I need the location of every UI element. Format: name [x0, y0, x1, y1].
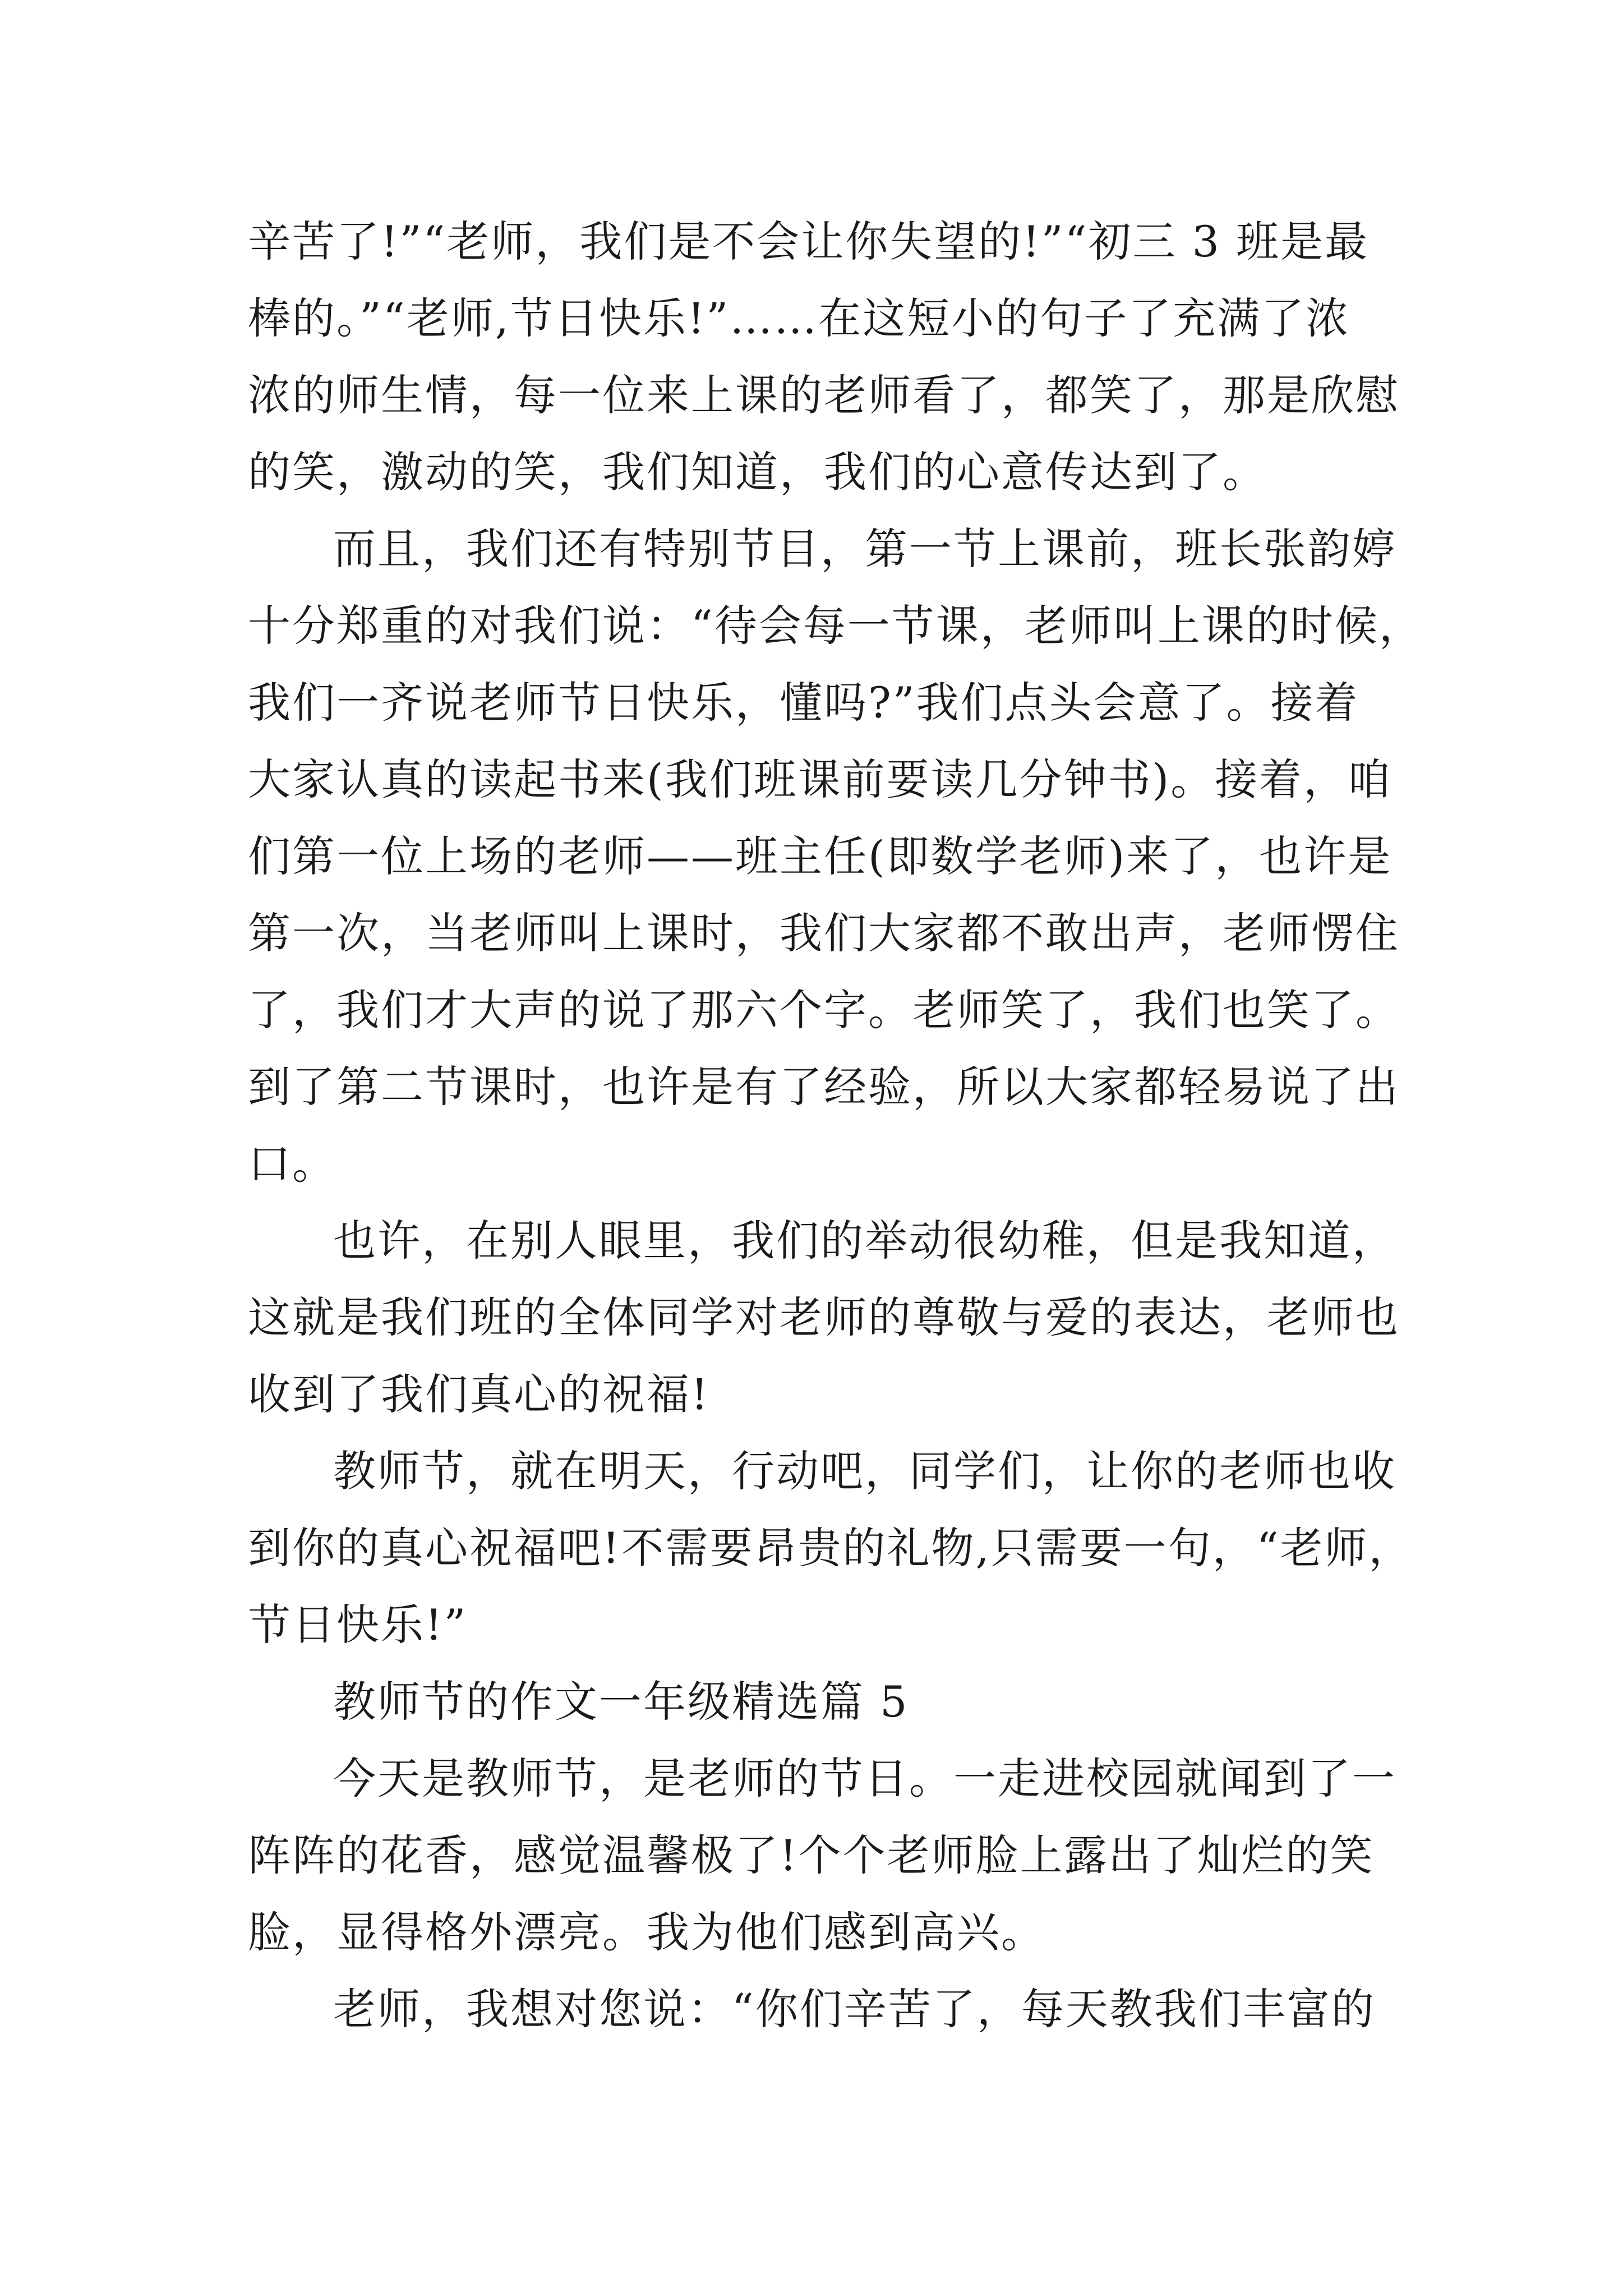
- text-line: 口。: [248, 1139, 336, 1189]
- paragraph-start-line: 老师，我想对您说：“你们辛苦了，每天教我们丰富的: [333, 1984, 1376, 2034]
- text-line: 到你的真心祝福吧!不需要昂贵的礼物,只需要一句，“老师，: [248, 1523, 1413, 1573]
- paragraph-start-line: 也许，在别人眼里，我们的举动很幼稚，但是我知道，: [333, 1216, 1396, 1266]
- text-line: 浓的师生情，每一位来上课的老师看了，都笑了，那是欣慰: [248, 370, 1400, 420]
- text-line: 大家认真的读起书来(我们班课前要读几分钟书)。接着，咱: [248, 754, 1393, 804]
- text-line: 了，我们才大声的说了那六个字。老师笑了，我们也笑了。: [248, 985, 1400, 1035]
- paragraph-start-line: 教师节，就在明天，行动吧，同学们，让你的老师也收: [333, 1446, 1396, 1496]
- text-line: 我们一齐说老师节日快乐，懂吗?”我们点头会意了。接着: [248, 678, 1359, 728]
- text-line: 到了第二节课时，也许是有了经验，所以大家都轻易说了出: [248, 1062, 1400, 1112]
- text-line: 棒的。”“老师,节日快乐!”……在这短小的句子了充满了浓: [248, 293, 1350, 343]
- text-line: 的笑，激动的笑，我们知道，我们的心意传达到了。: [248, 447, 1267, 497]
- text-line: 第一次，当老师叫上课时，我们大家都不敢出声，老师愣住: [248, 908, 1400, 958]
- section-heading: 教师节的作文一年级精选篇 5: [333, 1677, 909, 1727]
- paragraph-start-line: 今天是教师节，是老师的节日。一走进校园就闻到了一: [333, 1754, 1396, 1803]
- text-line: 收到了我们真心的祝福!: [248, 1369, 710, 1419]
- text-line: 十分郑重的对我们说：“待会每一节课，老师叫上课的时候，: [248, 601, 1423, 651]
- paragraph-start-line: 而且，我们还有特别节目，第一节上课前，班长张韵婷: [333, 524, 1396, 574]
- text-line: 这就是我们班的全体同学对老师的尊敬与爱的表达，老师也: [248, 1292, 1400, 1342]
- text-line: 们第一位上场的老师——班主任(即数学老师)来了，也许是: [248, 831, 1393, 881]
- document-body: [248, 203, 1423, 2047]
- text-line: 脸，显得格外漂亮。我为他们感到高兴。: [248, 1907, 1045, 1957]
- text-line: 节日快乐!”: [248, 1600, 468, 1650]
- text-line: 辛苦了!”“老师，我们是不会让你失望的!”“初三 3 班是最: [248, 217, 1370, 266]
- text-line: 阵阵的花香，感觉温馨极了!个个老师脸上露出了灿烂的笑: [248, 1830, 1375, 1880]
